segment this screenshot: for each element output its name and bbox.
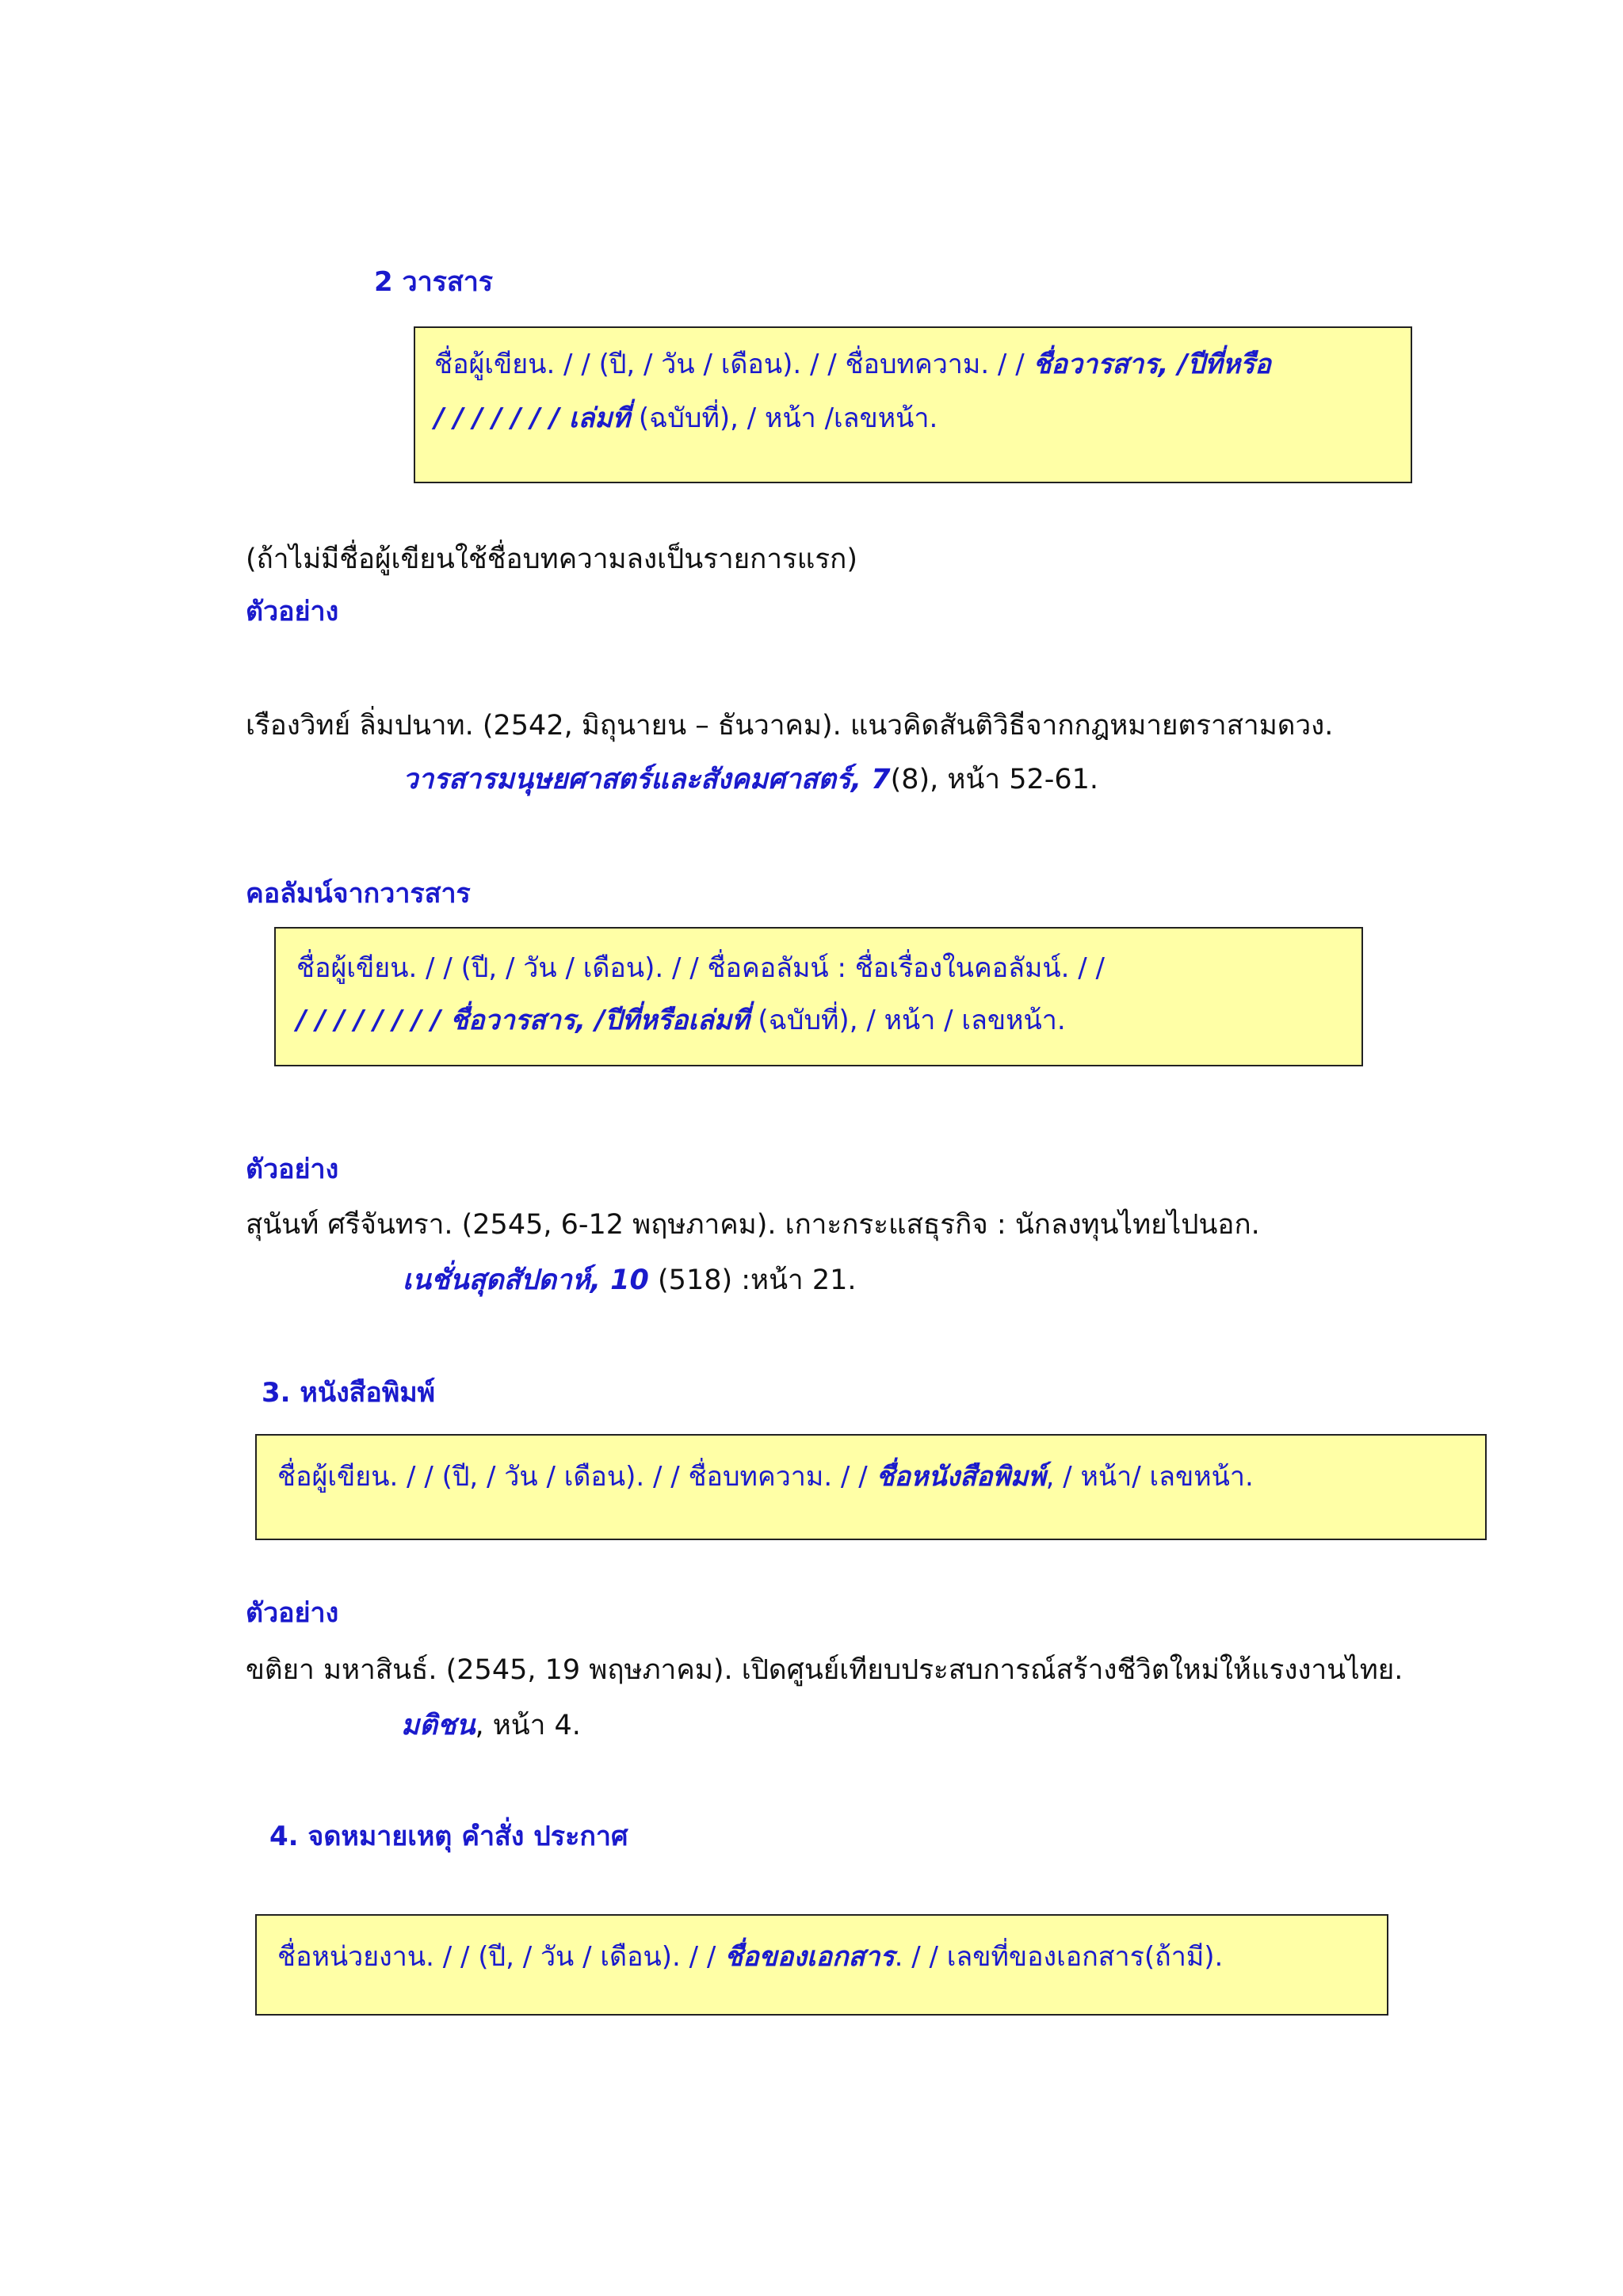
journal-format-line-2: / / / / / / / เล่มที่ (ฉบับที่), / หน้า /เลขหน้า. bbox=[434, 402, 938, 434]
archive-format-box bbox=[255, 1914, 1388, 2016]
newspaper-example-line-1: ขติยา มหาสินธ์. (2545, 19 พฤษภาคม). เปิดศูนย์เทียบประสบการณ์สร้างชีวิตใหม่ให้แรงงานไทย. bbox=[246, 1654, 1403, 1686]
archive-format-line-1: ชื่อหน่วยงาน. / / (ปี, / วัน / เดือน). / / ชื่อของเอกสาร. / / เลขที่ของเอกสาร(ถ้ามี). bbox=[277, 1941, 1224, 1973]
column-format-box bbox=[274, 927, 1363, 1066]
journal-format-box bbox=[414, 326, 1412, 483]
journal-note: (ถ้าไม่มีชื่อผู้เขียนใช้ชื่อบทความลงเป็นรายการแรก) bbox=[246, 543, 857, 575]
newspaper-format-box bbox=[255, 1434, 1487, 1540]
section-3-heading: 3. หนังสือพิมพ์ bbox=[262, 1377, 436, 1409]
column-example-line-2: เนชั่นสุดสัปดาห์, 10 (518) :หน้า 21. bbox=[403, 1264, 857, 1296]
journal-example-label: ตัวอย่าง bbox=[246, 596, 339, 627]
column-format-line-2: / / / / / / / / ชื่อวารสาร, /ปีที่หรือเล่มที่ (ฉบับที่), / หน้า / เลขหน้า. bbox=[296, 1005, 1066, 1036]
section-4-heading: 4. จดหมายเหตุ คำสั่ง ประกาศ bbox=[269, 1821, 628, 1852]
column-example-line-1: สุนันท์ ศรีจันทรา. (2545, 6-12 พฤษภาคม). เกาะกระแสธุรกิจ : นักลงทุนไทยไปนอก. bbox=[246, 1209, 1260, 1241]
journal-example-line-1: เรืองวิทย์ ลิ่มปนาท. (2542, มิถุนายน – ธันวาคม). แนวคิดสันติวิธีจากกฎหมายตราสามดวง. bbox=[246, 710, 1334, 742]
section-2-heading: 2 วารสาร bbox=[374, 266, 494, 298]
column-example-label: ตัวอย่าง bbox=[246, 1154, 339, 1185]
newspaper-format-line-1: ชื่อผู้เขียน. / / (ปี, / วัน / เดือน). / / ชื่อบทความ. / / ชื่อหนังสือพิมพ์, / หน้า/ เลขหน้า. bbox=[277, 1461, 1254, 1493]
newspaper-example-line-2: มติชน, หน้า 4. bbox=[401, 1710, 581, 1741]
column-format-line-1: ชื่อผู้เขียน. / / (ปี, / วัน / เดือน). / / ชื่อคอลัมน์ : ชื่อเรื่องในคอลัมน์. / / bbox=[296, 952, 1105, 984]
newspaper-example-label: ตัวอย่าง bbox=[246, 1597, 339, 1629]
journal-example-line-2: วารสารมนุษยศาสตร์และสังคมศาสตร์, 7(8), หน้า 52-61. bbox=[403, 764, 1099, 795]
column-heading: คอลัมน์จากวารสาร bbox=[246, 878, 471, 910]
journal-format-line-1: ชื่อผู้เขียน. / / (ปี, / วัน / เดือน). / / ชื่อบทความ. / / ชื่อวารสาร, /ปีที่หรือ bbox=[434, 349, 1271, 380]
